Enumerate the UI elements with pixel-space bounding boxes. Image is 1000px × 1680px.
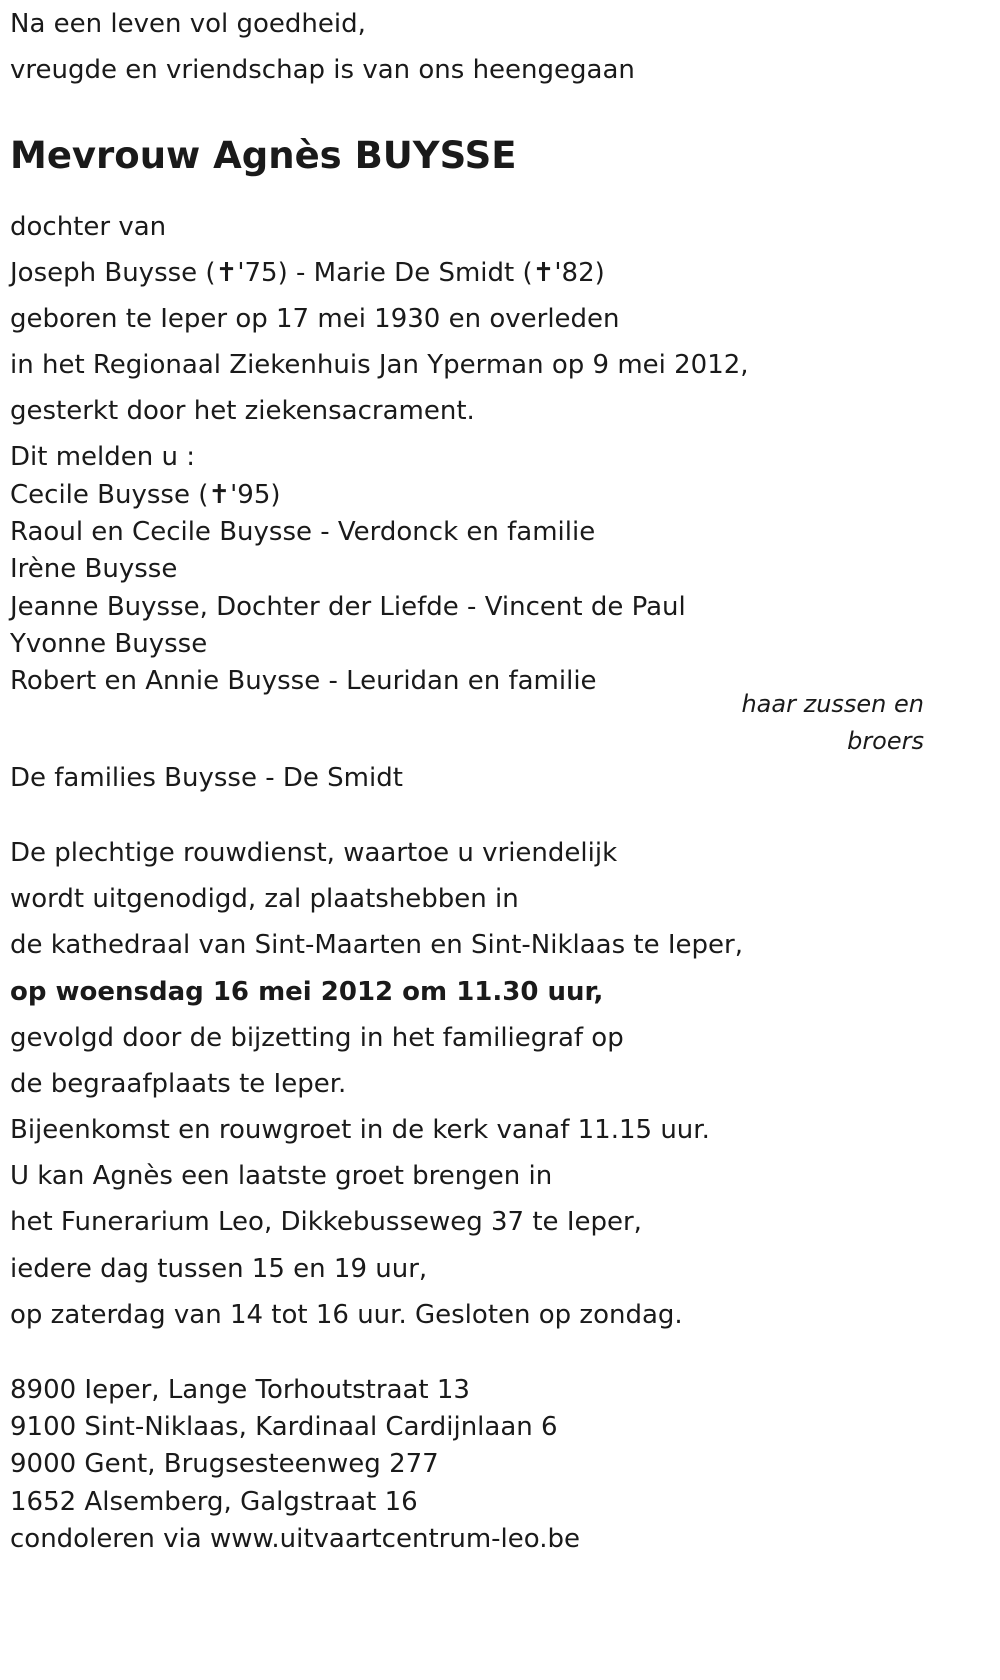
sibling-2: Raoul en Cecile Buysse - Verdonck en familie [10, 517, 596, 547]
service-line-2: wordt uitgenodigd, zal plaatshebben in [10, 884, 519, 914]
sibling-5: Yvonne Buysse [10, 629, 208, 659]
sibling-4: Jeanne Buysse, Dochter der Liefde - Vincent de Paul [10, 592, 686, 622]
intro-line-1: Na een leven vol goedheid, [10, 9, 366, 39]
intro-line-2: vreugde en vriendschap is van ons heengegaan [10, 55, 635, 85]
service-after-4: U kan Agnès een laatste groet brengen in [10, 1161, 553, 1191]
bio-line-1: dochter van [10, 212, 167, 242]
address-4: 1652 Alsemberg, Galgstraat 16 [10, 1487, 418, 1517]
service-date: op woensdag 16 mei 2012 om 11.30 uur, [10, 977, 604, 1007]
sibling-3: Irène Buysse [10, 554, 178, 584]
sibling-6: Robert en Annie Buysse - Leuridan en familie [10, 666, 597, 696]
deceased-name: Mevrouw Agnès BUYSSE [10, 134, 517, 177]
service-line-3: de kathedraal van Sint-Maarten en Sint-Niklaas te Ieper, [10, 930, 744, 960]
service-line-1: De plechtige rouwdienst, waartoe u vriendelijk [10, 838, 618, 868]
sibling-1: Cecile Buysse (✝'95) [10, 480, 281, 510]
service-after-6: iedere dag tussen 15 en 19 uur, [10, 1254, 428, 1284]
condolence-link[interactable]: condoleren via www.uitvaartcentrum-leo.be [10, 1524, 580, 1554]
service-after-3: Bijeenkomst en rouwgroet in de kerk vanaf 11.15 uur. [10, 1115, 710, 1145]
bio-line-4: in het Regionaal Ziekenhuis Jan Yperman op 9 mei 2012, [10, 350, 749, 380]
address-2: 9100 Sint-Niklaas, Kardinaal Cardijnlaan 6 [10, 1412, 558, 1442]
siblings-label-2: broers [847, 727, 924, 755]
families: De families Buysse - De Smidt [10, 763, 403, 793]
service-after-5: het Funerarium Leo, Dikkebusseweg 37 te Ieper, [10, 1207, 642, 1237]
service-after-1: gevolgd door de bijzetting in het familiegraf op [10, 1023, 624, 1053]
announcers-intro: Dit melden u : [10, 442, 195, 472]
address-3: 9000 Gent, Brugsesteenweg 277 [10, 1449, 439, 1479]
siblings-label-1: haar zussen en [741, 690, 924, 718]
service-after-7: op zaterdag van 14 tot 16 uur. Gesloten op zondag. [10, 1300, 683, 1330]
bio-line-3: geboren te Ieper op 17 mei 1930 en overleden [10, 304, 620, 334]
bio-line-2: Joseph Buysse (✝'75) - Marie De Smidt (✝'82) [10, 258, 605, 288]
address-1: 8900 Ieper, Lange Torhoutstraat 13 [10, 1375, 470, 1405]
bio-line-5: gesterkt door het ziekensacrament. [10, 396, 475, 426]
service-after-2: de begraafplaats te Ieper. [10, 1069, 347, 1099]
